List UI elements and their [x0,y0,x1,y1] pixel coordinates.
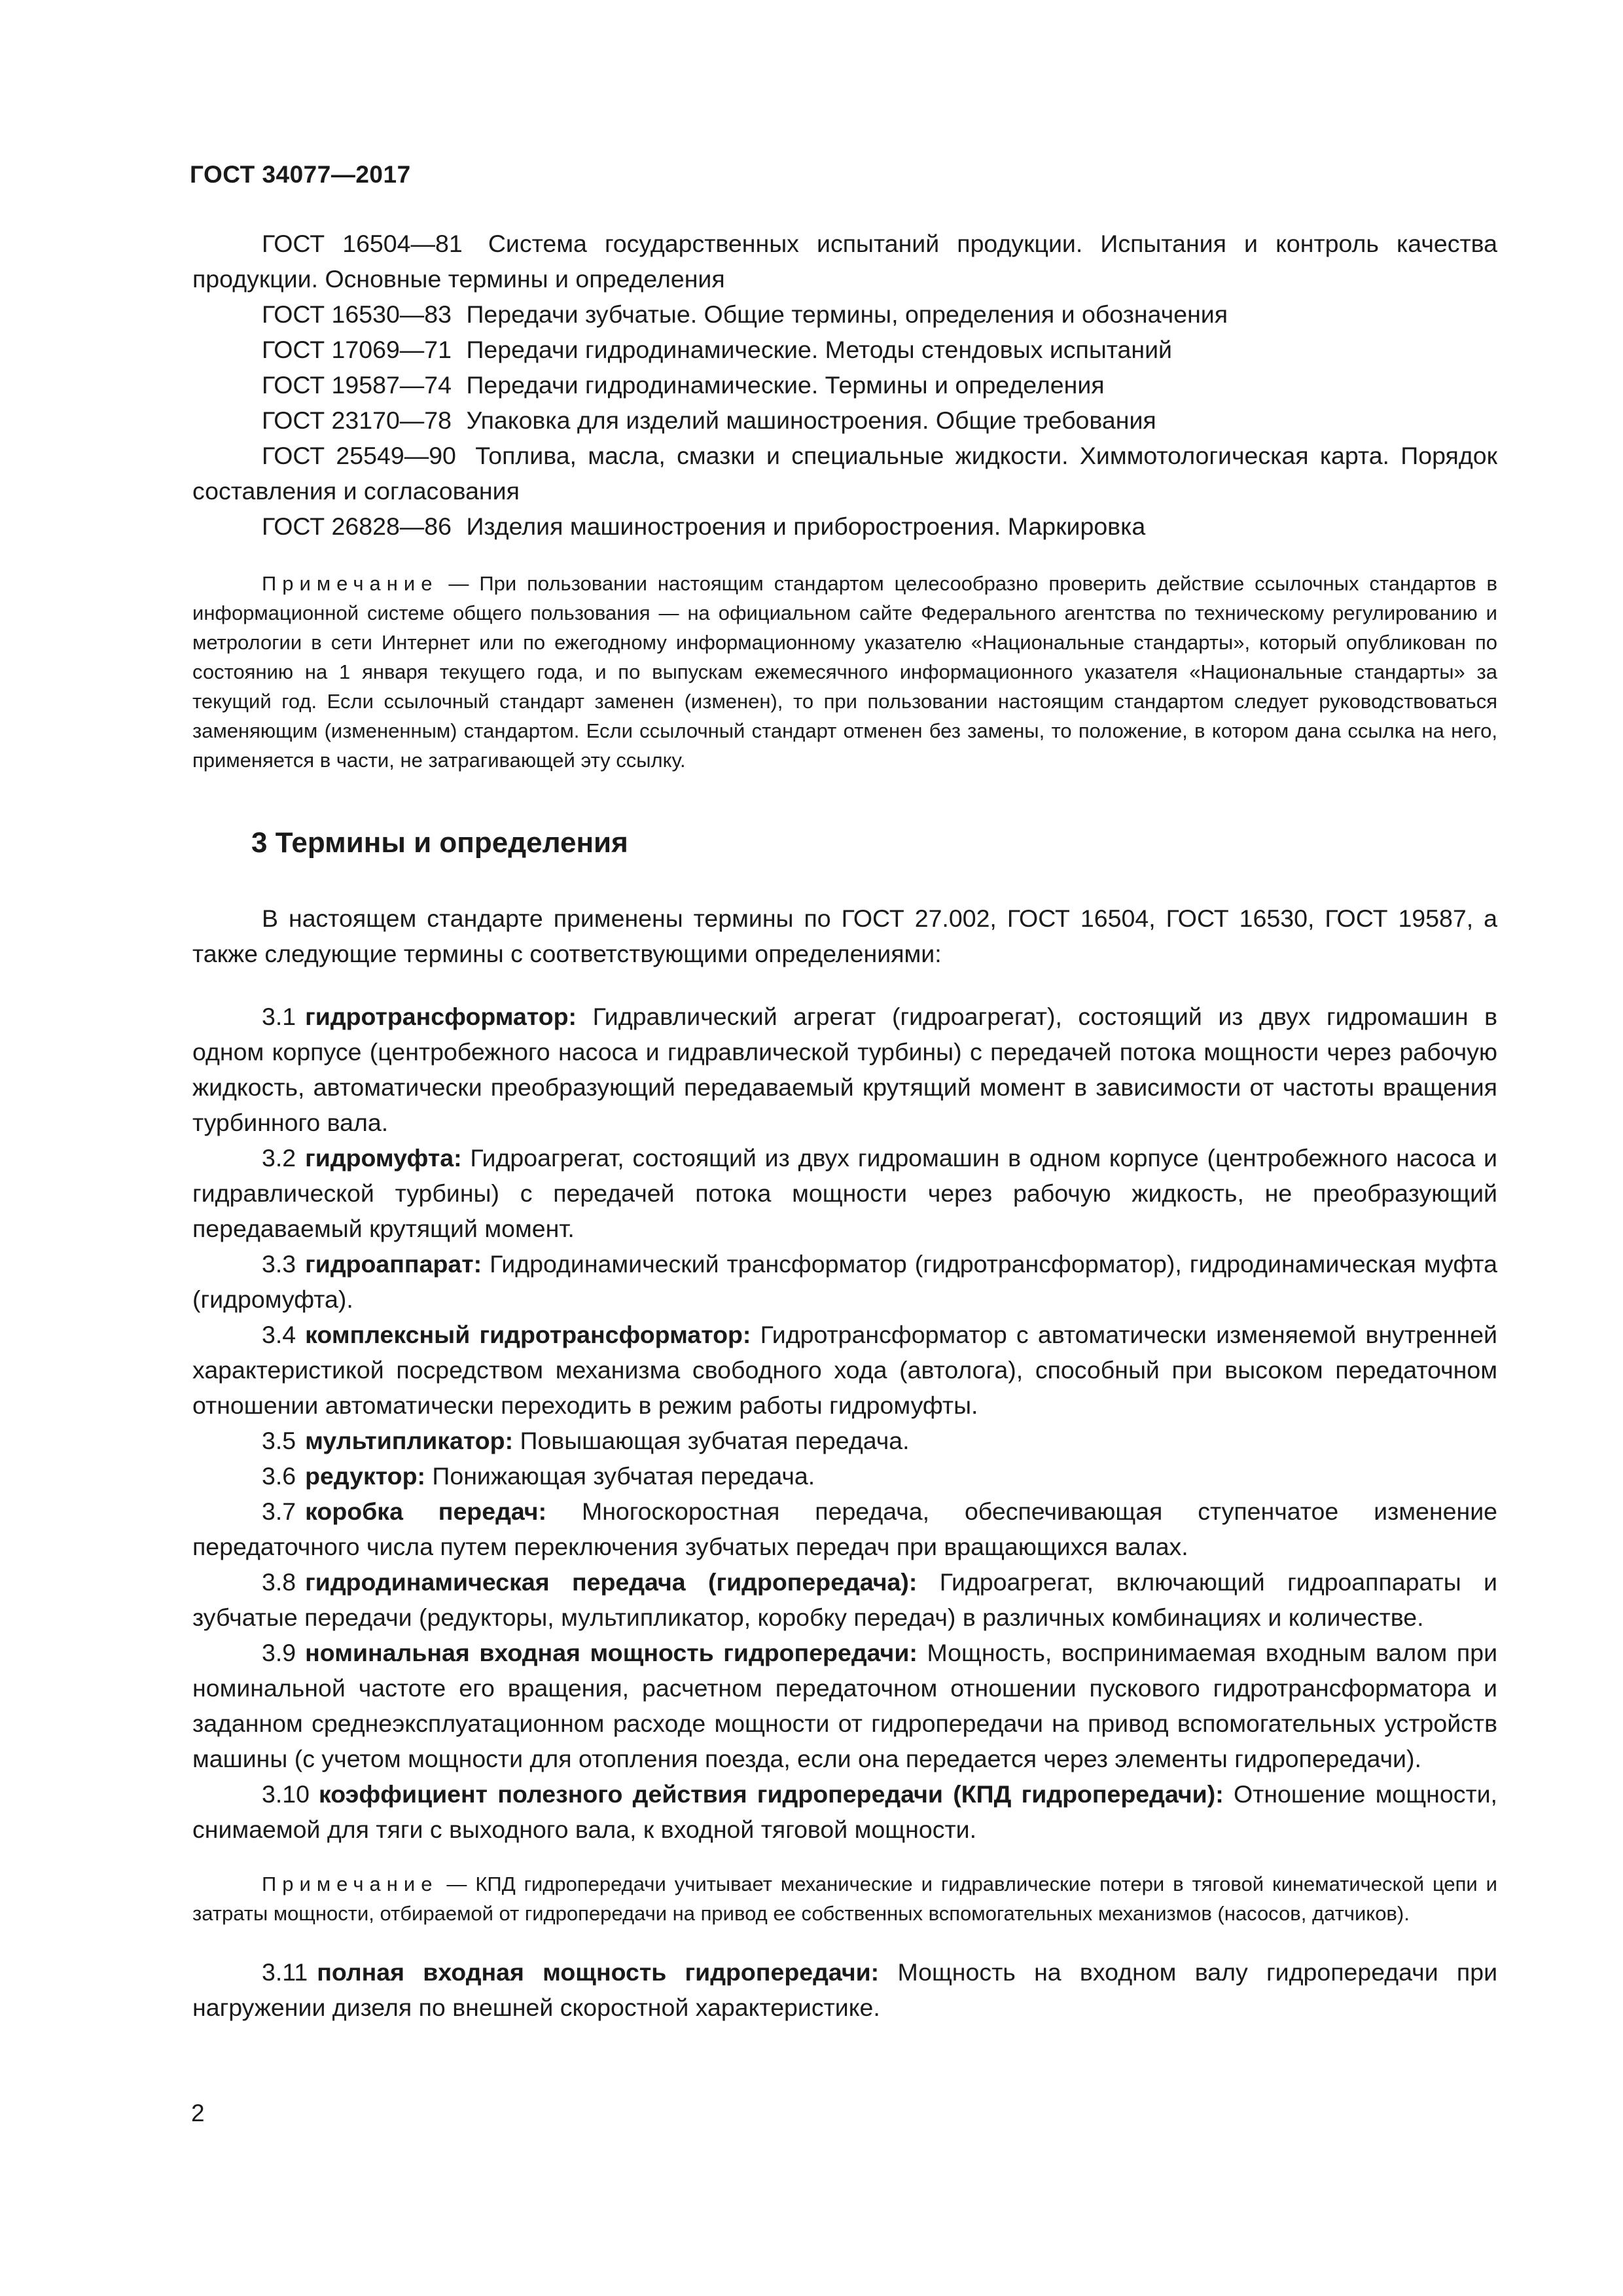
reference-title: Упаковка для изделий машиностроения. Общие требования [466,406,1156,434]
term-item [192,1458,1497,1494]
term-number: 3.6 [262,1462,296,1490]
term-definition: Многоскоростная передача, обеспечивающая ступенчатое изменение передаточного числа путем переключения зубчатых передач при вращающихся валах. [192,1498,1497,1560]
term-definition: Гидроагрегат, включающий гидроаппараты и зубчатые передачи (редукторы, мультипликатор, коробку передач) в различных комбинациях и количестве. [192,1568,1497,1631]
terms-list [192,999,1497,1847]
term-name: коробка передач: [305,1498,547,1525]
note-references [192,569,1497,775]
section-intro: В настоящем стандарте применены термины по ГОСТ 27.002, ГОСТ 16504, ГОСТ 16530, ГОСТ 19587, а также следующие термины с соответствующими определениями: [192,905,1497,967]
term-item [192,1246,1497,1317]
term-definition: Отношение мощности, снимаемой для тяги с выходного вала, к входной тяговой мощности. [192,1780,1497,1843]
term-item [192,999,1497,1140]
note-text: — КПД гидропередачи учитывает механические и гидравлические потери в тяговой кинематической цепи и затраты мощности, отбираемой от гидропередачи на привод ее собственных вспомогательных механизмов (насосов, датчиков). [192,1873,1497,1925]
term-item [192,1423,1497,1458]
term-definition: Понижающая зубчатая передача. [432,1462,815,1490]
note-text: — При пользовании настоящим стандартом целесообразно проверить действие ссылочных стандартов в информационной системе общего пользования — на официальном сайте Федерального агентства по техническому регулированию и метрологии в сети Интернет или по ежегодному информационному указателю «Национальные стандарты», который опубликован по состоянию на 1 января текущего года, и по выпускам ежемесячного информационного указателя «Национальные стандарты» за текущий год. Если ссылочный стандарт заменен (изменен), то при пользовании настоящим стандартом следует руководствоваться заменяющим (измененным) стандартом. Если ссылочный стандарт отменен без замены, то положение, в котором дана ссылка на него, применяется в части, не затрагивающей эту ссылку. [192,572,1497,772]
term-number: 3.3 [262,1250,296,1278]
note-label: Примечание [262,572,438,595]
term-number: 3.2 [262,1144,296,1172]
term-number: 3.11 [262,1958,308,1986]
term-number: 3.4 [262,1321,296,1348]
term-name: номинальная входная мощность гидропередачи: [305,1639,918,1666]
reference-item [192,438,1497,509]
reference-code: ГОСТ 16530—83 [262,300,452,328]
page-number: 2 [191,2100,205,2126]
reference-title: Система государственных испытаний продукции. Испытания и контроль качества продукции. Основные термины и определения [192,230,1497,293]
term-name: полная входная мощность гидропередачи: [317,1958,880,1986]
term-item [192,1140,1497,1246]
term-name: гидротрансформатор: [305,1003,577,1030]
term-number: 3.5 [262,1427,296,1454]
term-item [192,1317,1497,1423]
term-definition: Гидроагрегат, состоящий из двух гидромашин в одном корпусе (центробежного насоса и гидравлической турбины) с передачей потока мощности через рабочую жидкость, не преобразующий передаваемый крутящий момент. [192,1144,1498,1242]
reference-title: Топлива, масла, смазки и специальные жидкости. Химмотологическая карта. Порядок составления и согласования [192,442,1497,505]
term-item [192,1776,1497,1847]
term-number: 3.1 [262,1003,296,1030]
reference-code: ГОСТ 16504—81 [262,230,463,257]
term-definition: Гидравлический агрегат (гидроагрегат), состоящий из двух гидромашин в одном корпусе (центробежного насоса и гидравлической турбины) с передачей потока мощности через рабочую жидкость, автоматически преобразующий передаваемый крутящий момент в зависимости от частоты вращения турбинного вала. [192,1003,1497,1136]
note-efficiency [192,1869,1497,1928]
term-definition: Гидродинамический трансформатор (гидротрансформатор), гидродинамическая муфта (гидромуфта). [192,1250,1497,1313]
term-number: 3.8 [262,1568,296,1596]
term-name: гидромуфта: [305,1144,462,1172]
reference-code: ГОСТ 19587—74 [262,371,452,399]
term-definition: Мощность на входном валу гидропередачи при нагружении дизеля по внешней скоростной характеристике. [192,1958,1498,2021]
reference-item [192,226,1497,296]
reference-title: Передачи гидродинамические. Методы стендовых испытаний [466,336,1172,363]
term-definition: Мощность, воспринимаемая входным валом при номинальной частоте его вращения, расчетном передаточном отношении пускового гидротрансформатора и заданном среднеэксплуатационном расходе мощности от гидропередачи на привод вспомогательных устройств машины (с учетом мощности для отопления поезда, если она передается через элементы гидропередачи). [192,1639,1498,1772]
term-name: гидроаппарат: [305,1250,482,1278]
term-name: гидродинамическая передача (гидропередача): [305,1568,918,1596]
reference-title: Передачи гидродинамические. Термины и определения [466,371,1105,399]
term-number: 3.7 [262,1498,296,1525]
reference-item [192,403,1497,438]
term-name: редуктор: [305,1462,425,1490]
reference-code: ГОСТ 25549—90 [262,442,456,469]
reference-title: Передачи зубчатые. Общие термины, определения и обозначения [466,300,1228,328]
section-title: 3 Термины и определения [251,827,628,859]
note-label: Примечание [262,1873,438,1895]
reference-title: Изделия машиностроения и приборостроения. Маркировка [466,512,1146,540]
references-list [192,226,1497,544]
reference-code: ГОСТ 26828—86 [262,512,452,540]
reference-item [192,296,1497,332]
term-item [192,1564,1497,1635]
term-name: коэффициент полезного действия гидропередачи (КПД гидропередачи): [319,1780,1224,1808]
term-item [192,1494,1497,1564]
reference-item [192,367,1497,403]
page-content [192,226,1497,2025]
reference-item [192,509,1497,544]
term-number: 3.10 [262,1780,310,1808]
document-header: ГОСТ 34077—2017 [190,161,411,188]
reference-code: ГОСТ 23170—78 [262,406,452,434]
term-item [192,1954,1497,2025]
term-name: комплексный гидротрансформатор: [305,1321,751,1348]
term-definition: Гидротрансформатор с автоматически изменяемой внутренней характеристикой посредством механизма свободного хода (автолога), способный при высоком передаточном отношении автоматически переходить в режим работы гидромуфты. [192,1321,1498,1419]
term-item [192,1635,1497,1776]
term-name: мультипликатор: [305,1427,514,1454]
term-number: 3.9 [262,1639,296,1666]
reference-item [192,332,1497,367]
term-definition: Повышающая зубчатая передача. [520,1427,910,1454]
reference-code: ГОСТ 17069—71 [262,336,452,363]
